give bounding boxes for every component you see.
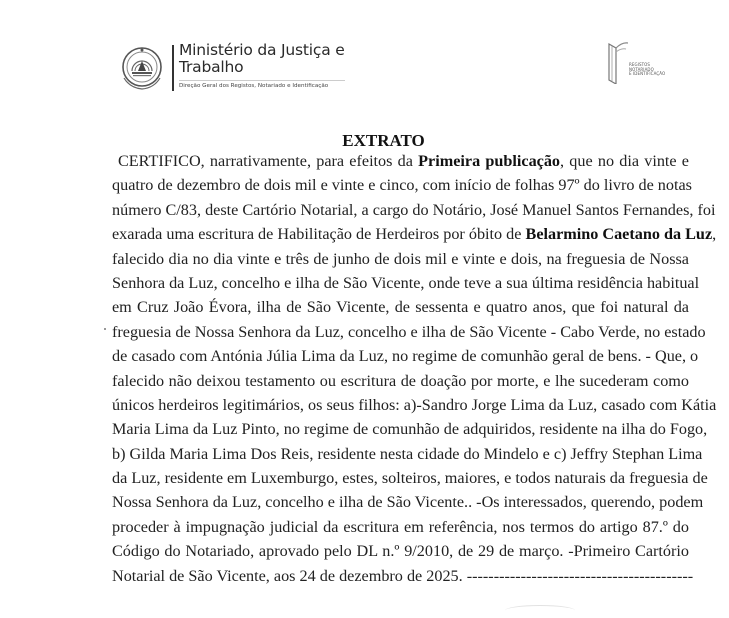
body-line: proceder à impugnação judicial da escritura em referência, nos termos do artigo 87.º do	[112, 517, 689, 536]
margin-mark	[104, 328, 106, 330]
ministry-header	[118, 42, 345, 92]
body-line: da Luz, residente em Luxemburgo, estes, solteiros, maiores, e todos naturais da freguesia de	[112, 469, 708, 488]
body-line-closing: Notarial de São Vicente, aos 24 de dezembro de 2025. ------------------------------------------	[112, 566, 694, 585]
deceased-name: Belarmino Caetano da Luz	[525, 225, 713, 244]
body-line: em Cruz João Évora, ilha de São Vicente, de sessenta e quatro anos, que foi natural da	[112, 298, 689, 317]
body-line: de casado com Antónia Júlia Lima da Luz, no regime de comunhão geral de bens. - Que, o	[112, 347, 699, 366]
registry-logo-text	[629, 63, 665, 77]
national-coat-of-arms-icon	[118, 44, 166, 92]
body-line: únicos herdeiros legitimários, os seus filhos: a)-Sandro Jorge Lima da Luz, casado com Kátia	[112, 395, 717, 414]
header-divider	[172, 45, 174, 91]
publication-type: Primeira publicação	[418, 152, 561, 170]
registry-logo	[606, 40, 676, 88]
body-line: quatro de dezembro de dois mil e vinte e cinco, com início de folhas 97º do livro de notas	[112, 176, 692, 195]
ministry-name-line1: Ministério da Justiça e	[179, 41, 345, 59]
body-line: Código do Notariado, aprovado pelo DL n.º 9/2010, de 29 de março. -Primeiro Cartório	[112, 542, 689, 561]
body-line: falecido dia no dia vinte e três de junho de dois mil e vinte e dois, na freguesia de Nossa	[112, 249, 689, 268]
body-line: CERTIFICO, narrativamente, para efeitos da Primeira publicação, que no dia vinte e	[118, 152, 689, 170]
registry-text-line-3: E IDENTIFICAÇÃO	[629, 71, 666, 77]
registry-book-logo-icon	[606, 40, 628, 84]
body-line: Maria Lima da Luz Pinto, no regime de comunhão de adquiridos, residente na ilha do Fogo,	[112, 420, 708, 439]
body-line: exarada uma escritura de Habilitação de Herdeiros por óbito de Belarmino Caetano da Luz,	[112, 225, 717, 244]
body-line: número C/83, deste Cartório Notarial, a cargo do Notário, José Manuel Santos Fernandes, foi	[112, 200, 716, 219]
registry-text-line-1: REGISTOS	[629, 62, 651, 67]
registry-text-line-2: NOTARIADO	[629, 66, 654, 72]
body-line: Nossa Senhora da Luz, concelho e ilha de São Vicente.. -Os interessados, querendo, podem	[112, 493, 704, 512]
document-body	[112, 149, 717, 588]
body-line: b) Gilda Maria Lima Dos Reis, residente nesta cidade do Mindelo e c) Jeffry Stephan Lima	[112, 444, 703, 463]
ministry-subtitle: Direção Geral dos Registos, Notariado e Identificação	[179, 80, 345, 89]
body-line: falecido não deixou testamento ou escritura de doação por morte, e lhe sucederam como	[112, 371, 689, 390]
faded-stamp	[505, 605, 575, 616]
body-line: freguesia de Nossa Senhora da Luz, concelho e ilha de São Vicente - Cabo Verde, no estado	[112, 322, 706, 341]
body-line: Senhora da Luz, concelho e ilha de São Vicente, onde teve a sua última residência habitual	[112, 273, 700, 292]
ministry-name-line2: Trabalho	[179, 58, 244, 76]
document-title: EXTRATO	[342, 131, 425, 150]
